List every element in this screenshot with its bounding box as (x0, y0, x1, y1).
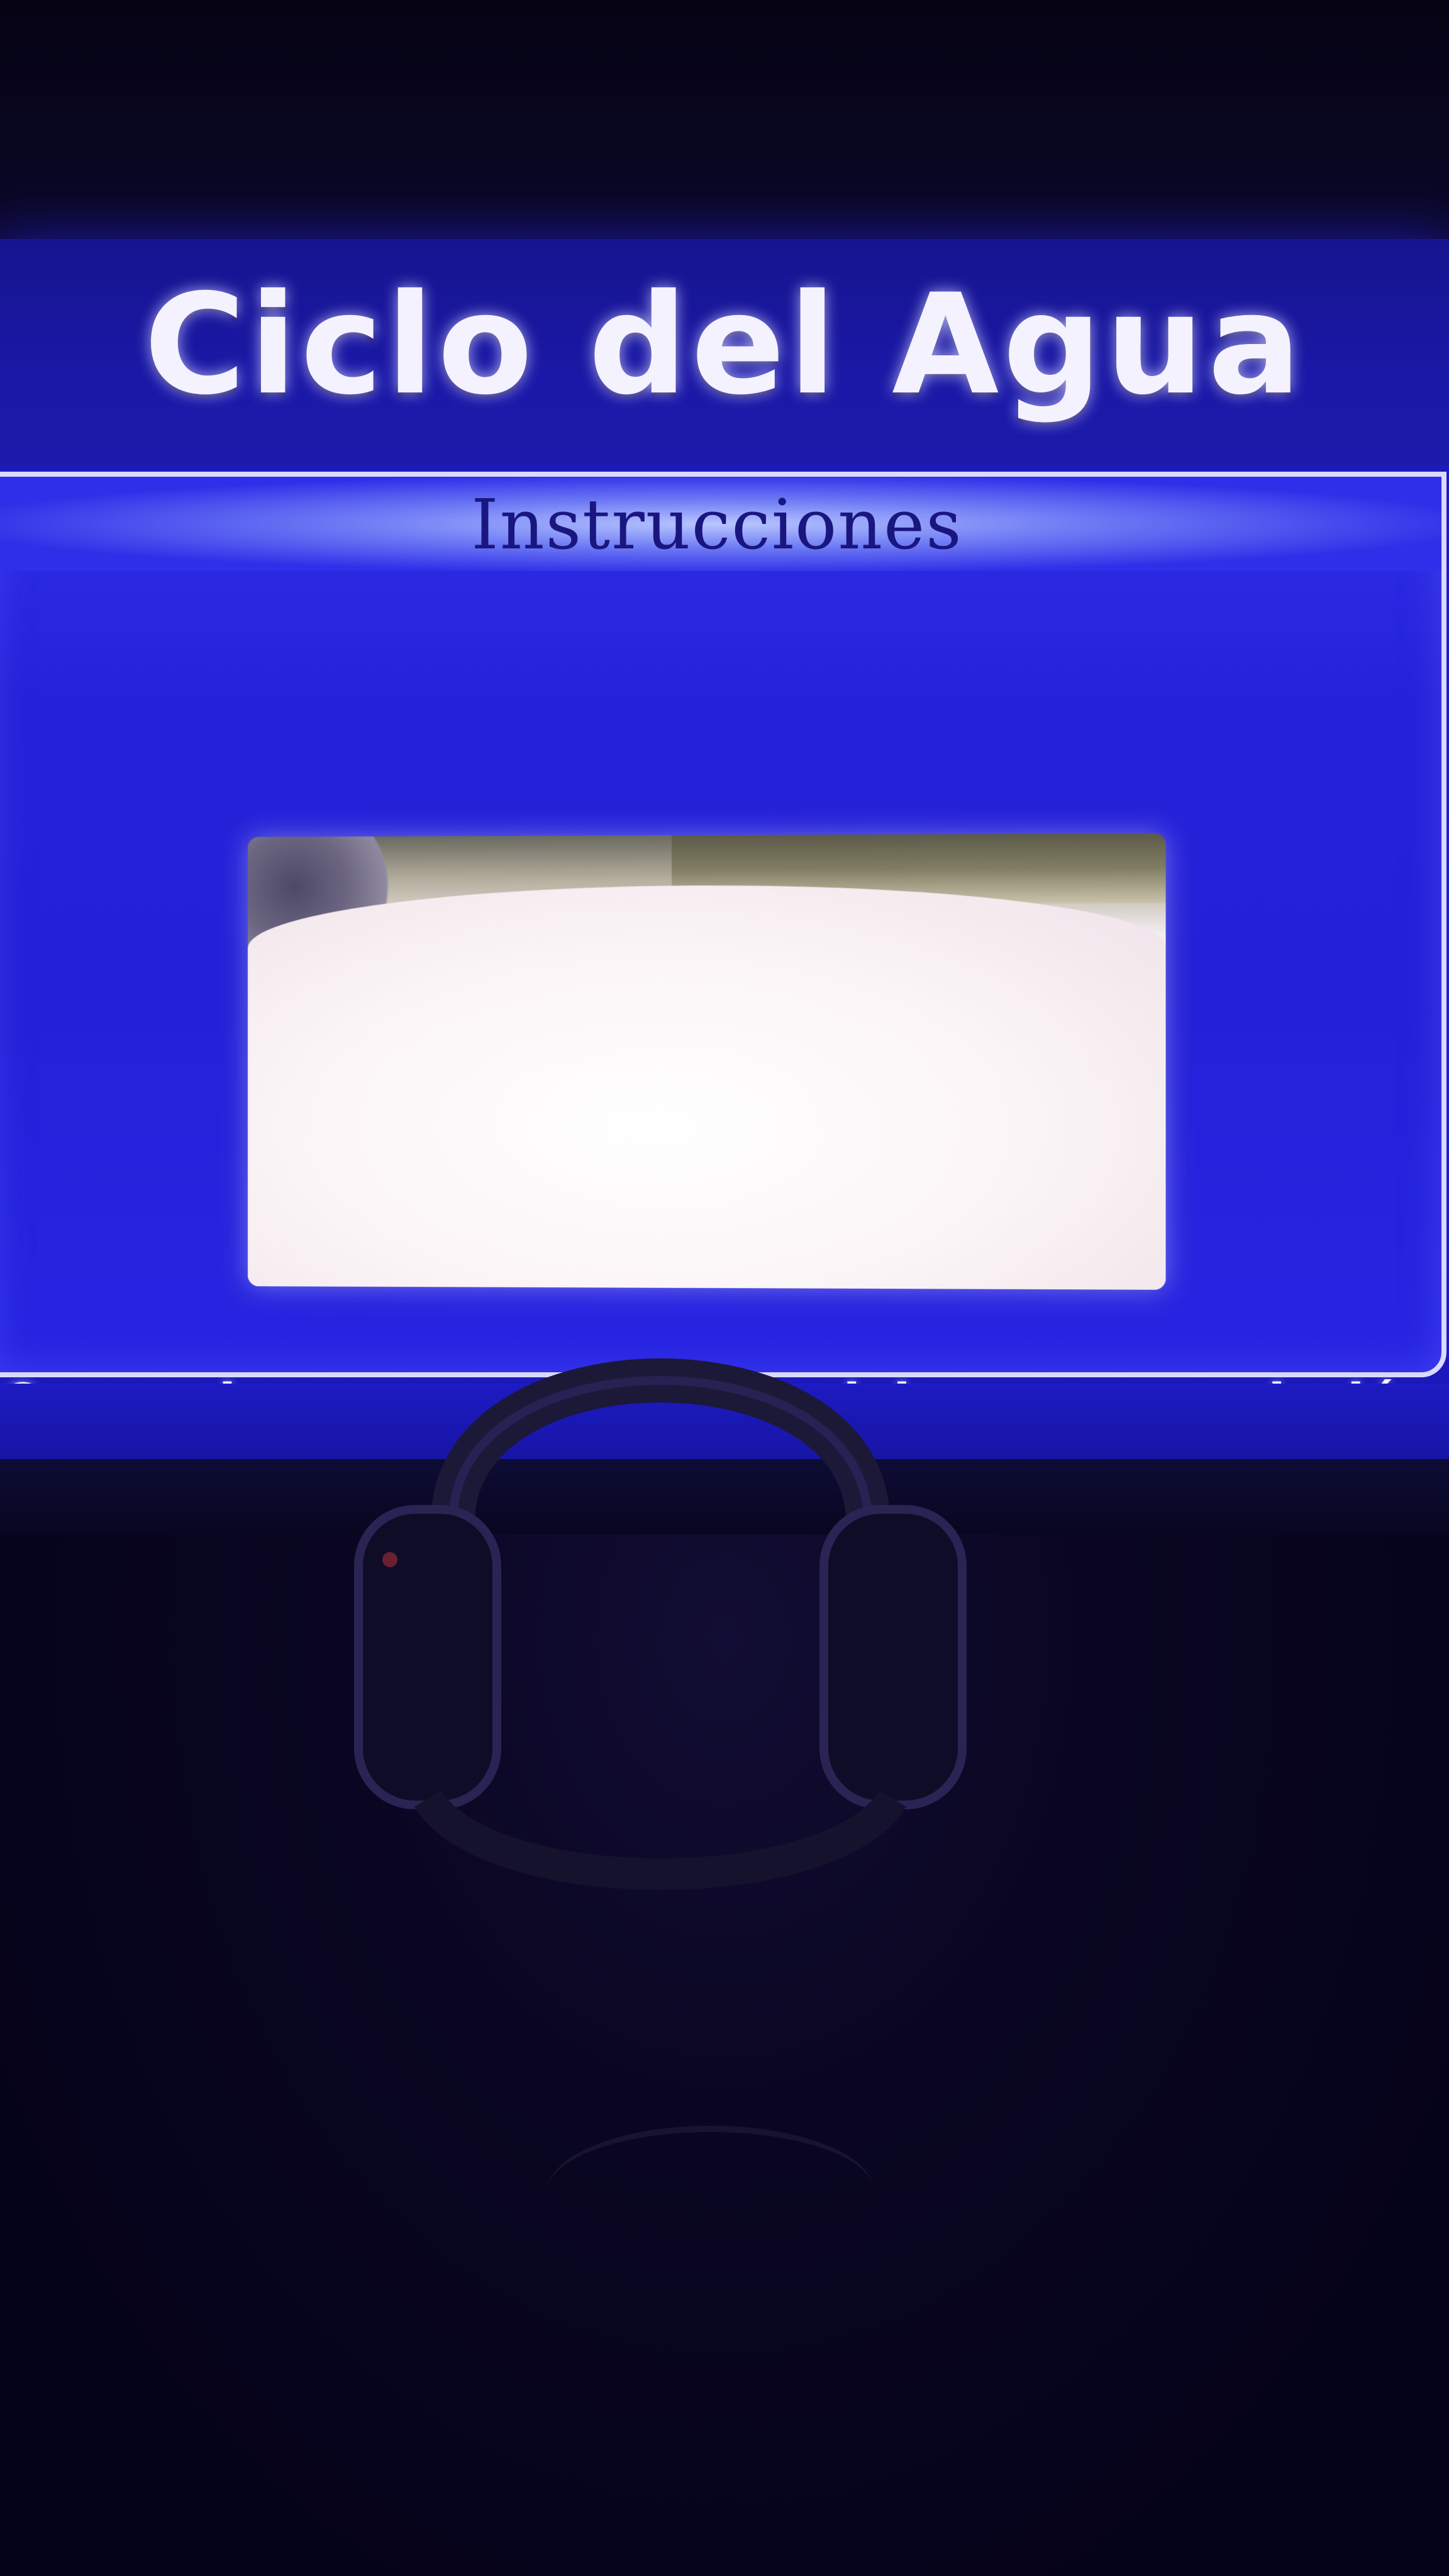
room-background-top (0, 0, 1449, 239)
play-icon[interactable] (675, 1033, 722, 1090)
app-title: Ciclo del Agua (144, 264, 1305, 425)
panel-header (0, 477, 1441, 571)
monitor-stand (547, 2126, 874, 2258)
instructions-panel (0, 472, 1446, 1377)
panel-heading: Instrucciones (471, 484, 963, 565)
video-player[interactable] (248, 833, 1166, 1290)
headphones-icon (340, 1283, 981, 1912)
title-band (0, 239, 1449, 465)
